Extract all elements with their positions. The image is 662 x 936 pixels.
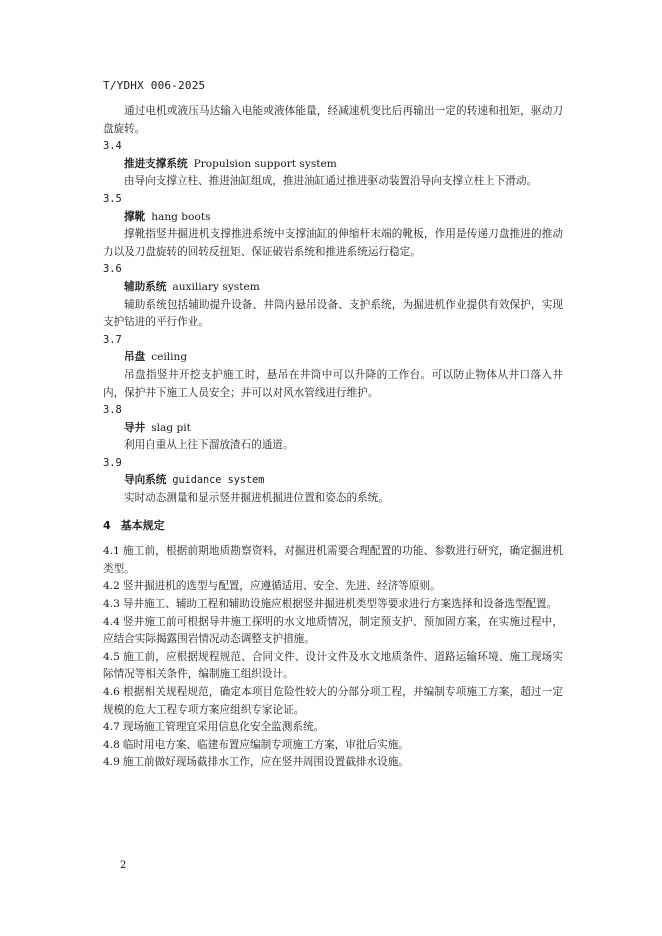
rule-number: 4.1 <box>103 545 120 558</box>
rule-number: 4.5 <box>103 650 120 663</box>
rule-number: 4.7 <box>103 721 120 734</box>
term-name-en: Propulsion support system <box>193 157 337 170</box>
term-number: 3.5 <box>103 192 122 205</box>
rule-number: 4.6 <box>103 686 120 698</box>
term-name-zh: 推进支撑系统 <box>124 157 188 170</box>
rule-item <box>103 614 563 649</box>
rule-item <box>103 754 563 772</box>
term-name-en: guidance system <box>172 475 265 487</box>
term-definition: 利用自重从上往下溜放渣石的通道。 <box>124 439 294 452</box>
term-heading <box>103 420 563 438</box>
rule-number: 4.8 <box>103 738 120 751</box>
term-number: 3.4 <box>103 140 122 153</box>
term-number: 3.9 <box>103 456 122 469</box>
rule-text: 竖井掘进机的选型与配置，应遵循适用、安全、先进、经济等原则。 <box>122 580 441 593</box>
term-number: 3.7 <box>103 333 122 346</box>
rule-item <box>103 719 563 737</box>
rule-item <box>103 596 563 614</box>
term-number: 3.6 <box>103 263 122 276</box>
section-title: 基本规定 <box>120 518 165 532</box>
term-name-zh: 导井 <box>124 421 146 434</box>
term-definition: 辅助系统包括辅助提升设备、井筒内悬吊设备、支护系统，为掘进机作业提供有效保护，实现支护钻进的平行作业。 <box>103 298 563 329</box>
term-definition: 实时动态测量和显示竖井掘进机掘进位置和姿态的系统。 <box>124 492 389 505</box>
term-name-zh: 导向系统 <box>124 474 167 487</box>
term-name-zh: 吊盘 <box>124 351 146 364</box>
term-number: 3.8 <box>103 404 122 417</box>
rule-number: 4.4 <box>103 615 120 628</box>
section-heading <box>103 517 563 535</box>
term-definition: 吊盘指竖井开挖支护施工时，悬吊在井筒中可以升降的工作台。可以防止物体从井口落入井内，保护井下施工人员安全；并可以对风水管线进行维护。 <box>103 368 563 399</box>
rule-text: 施工前，根据前期地质勘察资料，对掘进机需要合理配置的功能、参数进行研究，确定掘进机类型。 <box>103 545 563 575</box>
content-body <box>103 103 563 772</box>
term-name-en: slag pit <box>151 421 191 434</box>
rule-number: 4.2 <box>103 580 120 593</box>
rule-item <box>103 578 563 596</box>
term-name-en: auxiliary system <box>172 280 260 293</box>
rule-text: 导井施工、辅助工程和辅助设施应根据竖井掘进机类型等要求进行方案选择和设备选型配置。 <box>122 598 558 611</box>
term-heading <box>103 349 563 367</box>
rule-item <box>103 684 563 719</box>
rule-item <box>103 737 563 755</box>
rule-item <box>103 543 563 578</box>
term-name-en: ceiling <box>151 351 188 364</box>
rule-text: 根据相关规程规范，确定本项目危险性较大的分部分项工程，并编制专项施工方案，超过一定规模的危大工程专项方案应组织专家论证。 <box>103 686 563 716</box>
section-number: 4 <box>103 518 111 532</box>
term-definition: 撑靴指竖井掘进机支撑推进系统中支撑油缸的伸缩杆末端的靴板，作用是传递刀盘推进的推动力以及刀盘旋转的回转反扭矩、保证破岩系统和推进系统运行稳定。 <box>103 228 563 258</box>
rule-text: 施工前做好现场截排水工作，应在竖井周围设置截排水设施。 <box>122 756 409 769</box>
term-heading <box>103 156 563 174</box>
rule-number: 4.9 <box>103 756 120 769</box>
term-heading <box>103 209 563 227</box>
term-name-zh: 辅助系统 <box>124 280 167 293</box>
term-heading <box>103 472 563 490</box>
rule-text: 临时用电方案、临建布置应编制专项施工方案，审批后实施。 <box>122 738 409 751</box>
standard-code-header: T/YDHX 006-2025 <box>103 79 206 92</box>
term-definition: 由导向支撑立柱、推进油缸组成，推进油缸通过推进驱动装置沿导向支撑立柱上下滑动。 <box>124 175 538 188</box>
rule-text: 竖井施工前可根据导井施工探明的水文地质情况，制定预支护、预加固方案，在实施过程中，应结合实际揭露围岩情况动态调整支护措施。 <box>103 615 563 646</box>
rule-item <box>103 649 563 684</box>
term-name-en: hang boots <box>151 210 211 223</box>
rule-text: 施工前，应根据规程规范、合同文件、设计文件及水文地质条件、道路运输环境、施工现场实际情况等相关条件，编制施工组织设计。 <box>103 650 563 681</box>
term-heading <box>103 279 563 297</box>
rule-text: 现场施工管理宜采用信息化安全监测系统。 <box>122 721 325 734</box>
rule-number: 4.3 <box>103 598 120 611</box>
term-name-zh: 撑靴 <box>124 210 146 223</box>
intro-paragraph: 通过电机或液压马达输入电能或液体能量，经减速机变比后再输出一定的转速和扭矩，驱动刀盘旋转。 <box>103 105 563 135</box>
page-number: 2 <box>120 860 127 871</box>
